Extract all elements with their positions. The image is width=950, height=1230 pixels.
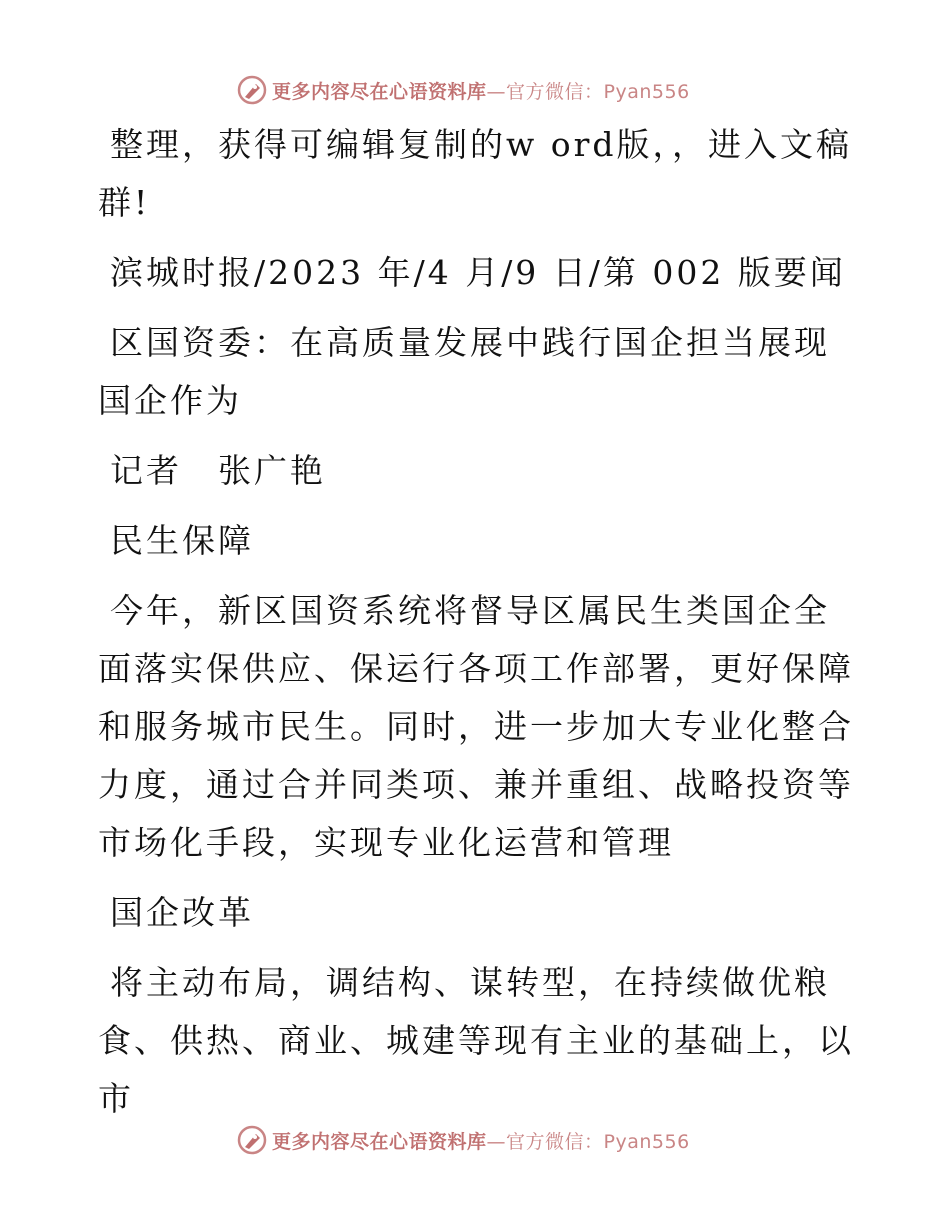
header-watermark xyxy=(0,70,950,110)
document-body xyxy=(98,116,858,1140)
watermark-text: 更多内容尽在心语资料库—官方微信：Pyan556 xyxy=(272,80,690,103)
paragraph-intro: 整理，获得可编辑复制的w ord版，，进入文稿群! xyxy=(98,125,853,222)
watermark-text: 更多内容尽在心语资料库—官方微信：Pyan556 xyxy=(272,1130,690,1153)
byline: 记者 张广艳 xyxy=(110,451,326,490)
pen-nib-logo-icon xyxy=(236,74,268,106)
pen-nib-logo-icon xyxy=(236,1124,268,1156)
dateline: 滨城时报/2023 年/4 月/9 日/第 002 版要闻 xyxy=(110,253,846,292)
footer-watermark xyxy=(0,1120,950,1160)
paragraph-livelihood: 今年，新区国资系统将督导区属民生类国企全面落实保供应、保运行各项工作部署，更好保障和服务城市民生。同时，进一步加大专业化整合力度，通过合并同类项、兼并重组、战略投资等市场化手段，实现专业化运营和管理 xyxy=(98,591,854,862)
section-heading-reform: 国企改革 xyxy=(110,893,254,932)
article-title: 区国资委：在高质量发展中践行国企担当展现国企作为 xyxy=(98,323,830,420)
section-heading-livelihood: 民生保障 xyxy=(110,521,254,560)
paragraph-reform: 将主动布局，调结构、谋转型，在持续做优粮食、供热、商业、城建等现有主业的基础上，以市 xyxy=(98,963,854,1118)
